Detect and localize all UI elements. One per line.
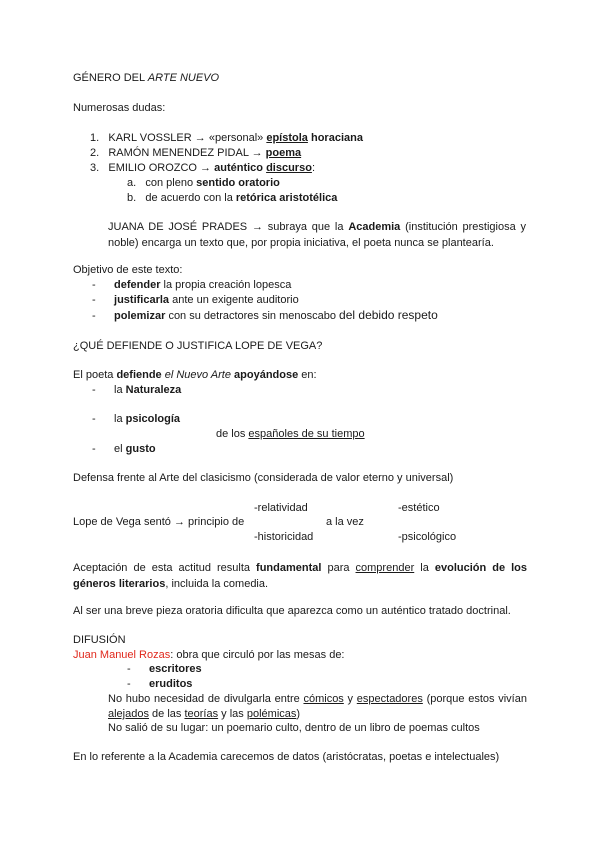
section-question: ¿QUÉ DEFIENDE O JUSTIFICA LOPE DE VEGA? xyxy=(73,340,323,352)
academy-line: En lo referente a la Academia carecemos de datos (aristócratas, poetas e intelectuales) xyxy=(73,751,500,763)
list-item: a. con pleno sentido oratorio xyxy=(127,177,280,189)
principle-right-top: -estético xyxy=(398,502,440,514)
principle-left-top: -relatividad xyxy=(254,502,308,514)
rozas-line: Juan Manuel Rozas: obra que circuló por las mesas de: xyxy=(73,649,345,661)
document-title: GÉNERO DEL ARTE NUEVO xyxy=(73,72,220,84)
list-item: - polemizar con su detractores sin menoscabo del debido respeto xyxy=(92,308,438,322)
list-item: - justificarla ante un exigente auditorio xyxy=(92,294,299,306)
principle-left-bottom: -historicidad xyxy=(254,531,314,543)
principle-middle: a la vez xyxy=(326,516,364,528)
list-item: - eruditos xyxy=(127,678,193,690)
defends-line: El poeta defiende el Nuevo Arte apoyándose en: xyxy=(73,369,317,381)
list-item: b. de acuerdo con la retórica aristotélica xyxy=(127,192,338,204)
defense-line: Defensa frente al Arte del clasicismo (considerada de valor eterno y universal) xyxy=(73,472,454,484)
no-need-paragraph: No hubo necesidad de divulgarla entre cómicos y espectadores (porque estos vivían alejados de las teorías y las polémicas) xyxy=(108,693,527,720)
list-item: 1. KARL VOSSLER → «personal» epístola horaciana xyxy=(90,132,363,144)
list-item: 3. EMILIO OROZCO → auténtico discurso: xyxy=(90,162,315,174)
diffusion-heading: DIFUSIÓN xyxy=(73,634,126,646)
oratory-line: Al ser una breve pieza oratoria dificulta que aparezca como un auténtico tratado doctrinal. xyxy=(73,605,511,617)
principle-line: Lope de Vega sentó → principio de xyxy=(73,516,245,528)
list-item: - la psicología xyxy=(92,413,181,425)
list-item: - el gusto xyxy=(92,443,156,455)
list-item: - escritores xyxy=(127,663,202,675)
acceptance-paragraph: Aceptación de esta actitud resulta fundamental para comprender la evolución de los géneros literarios, incluida la comedia. xyxy=(73,562,527,590)
list-item: - la Naturaleza xyxy=(92,384,182,396)
spaniards-line: de los españoles de su tiempo xyxy=(216,428,365,440)
list-item: - defender la propia creación lopesca xyxy=(92,279,292,291)
objective-heading: Objetivo de este texto: xyxy=(73,264,183,276)
list-item: 2. RAMÓN MENENDEZ PIDAL → poema xyxy=(90,147,302,159)
prades-paragraph: JUANA DE JOSÉ PRADES → subraya que la Academia (institución prestigiosa y noble) encarga un texto que, por propia iniciativa, el poeta nunca se plantearía. xyxy=(108,221,527,249)
doubts-heading: Numerosas dudas: xyxy=(73,102,166,114)
principle-right-bottom: -psicológico xyxy=(398,531,457,543)
no-left-line: No salió de su lugar: un poemario culto, dentro de un libro de poemas cultos xyxy=(108,722,480,734)
